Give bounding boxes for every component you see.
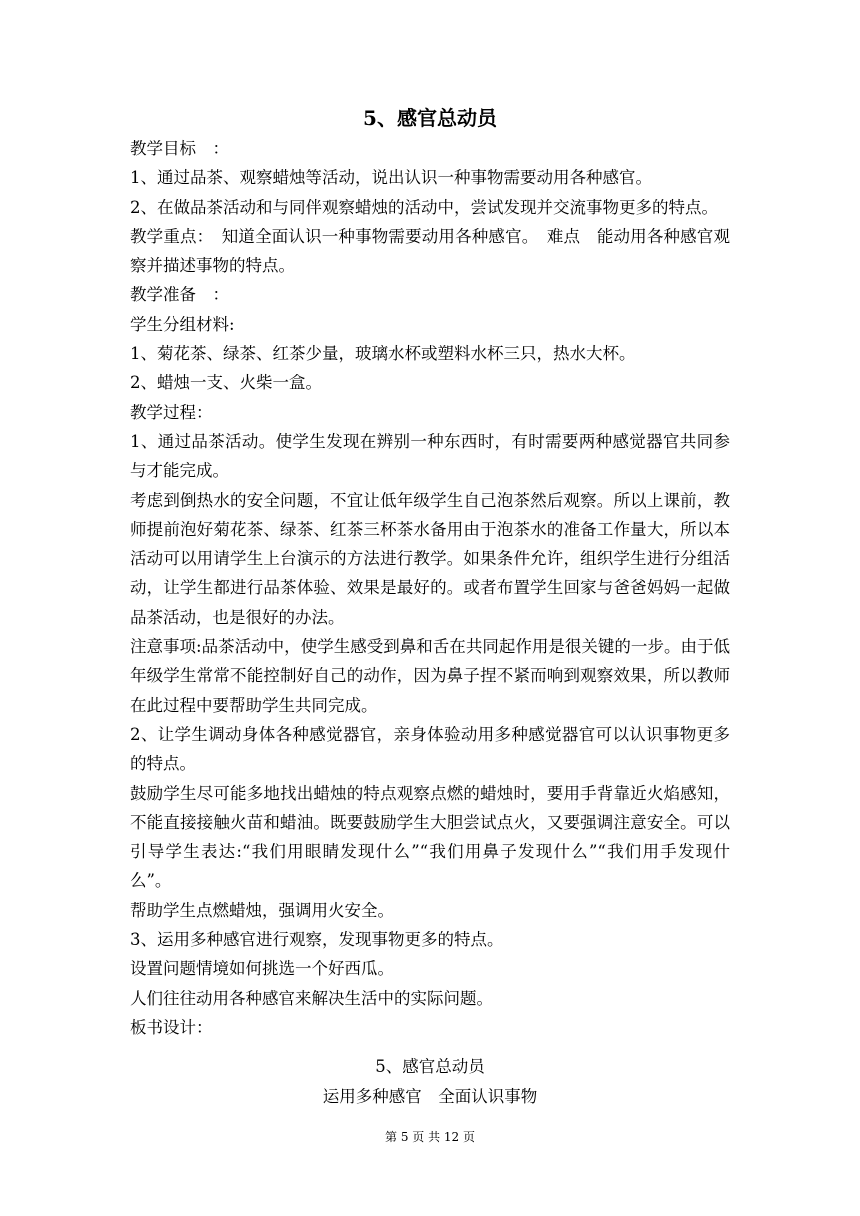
paragraph-real-life: 人们往往动用各种感官来解决生活中的实际问题。: [130, 988, 493, 1008]
paragraph-preparation-heading: 教学准备 ：: [130, 285, 229, 305]
paragraph-tea-safety: 考虑到倒热水的安全问题，不宜让低年级学生自己泡茶然后观察。所以上课前，教师提前泡好菊花茶、绿茶、红茶三杯茶水备用由于泡茶水的准备工作量大，所以本活动可以用请学生上台演示的方法进行教学。如果条件允许，组织学生进行分组活动，让学生都进行品茶体验、效果是最好的。或者布置学生回家与爸爸妈妈一起做品茶活动，也是很好的办法。: [130, 490, 730, 627]
paragraph-candle-observation: 鼓励学生尽可能多地找出蜡烛的特点观察点燃的蜡烛时，要用手背靠近火焰感知，不能直接接触火苗和蜡油。既要鼓励学生大胆尝试点火，又要强调注意安全。可以引导学生表达:“我们用眼睛发现什么”“我们用鼻子发现什么”“我们用手发现什么”。: [130, 783, 730, 891]
board-design-title: 5、感官总动员: [375, 1057, 485, 1076]
paragraph-group-materials: 学生分组材料:: [130, 314, 235, 334]
paragraph-watermelon: 设置问题情境如何挑选一个好西瓜。: [130, 959, 394, 979]
paragraph-step-2: 2、让学生调动身体各种感觉器官，亲身体验动用多种感觉器官可以认识事物更多的特点。: [130, 724, 730, 774]
paragraph-key-points: 教学重点： 知道全面认识一种事物需要动用各种感官。 难点 能动用各种感官观察并描述事物的特点。: [130, 226, 730, 276]
paragraph-notes: 注意事项:品茶活动中，使学生感受到鼻和舌在共同起作用是很关键的一步。由于低年级学生常常不能控制好自己的动作，因为鼻子捏不紧而响到观察效果，所以教师在此过程中要帮助学生共同完成。: [130, 637, 730, 715]
paragraph-objective-2: 2、在做品茶活动和与同伴观察蜡烛的活动中，尝试发现并交流事物更多的特点。: [130, 197, 718, 217]
page-title: 5、感官总动员: [363, 106, 497, 130]
paragraph-step-1: 1、通过品茶活动。使学生发现在辨别一种东西时，有时需要两种感觉器官共同参与才能完成。: [130, 431, 730, 481]
paragraph-step-3: 3、运用多种感官进行观察，发现事物更多的特点。: [130, 930, 504, 950]
paragraph-objectives-heading: 教学目标 ：: [130, 139, 229, 158]
board-design-subtitle: 运用多种感官 全面认识事物: [322, 1087, 538, 1106]
document-body: [130, 134, 730, 1042]
paragraph-material-2: 2、蜡烛一支、火柴一盒。: [130, 373, 322, 393]
paragraph-material-1: 1、菊花茶、绿茶、红茶少量，玻璃水杯或塑料水杯三只，热水大杯。: [130, 344, 636, 364]
page-number-footer: 第 5 页 共 12 页: [385, 1130, 475, 1144]
paragraph-objective-1: 1、通过品茶、观察蜡烛等活动，说出认识一种事物需要动用各种感官。: [130, 168, 652, 188]
paragraph-fire-safety: 帮助学生点燃蜡烛，强调用火安全。: [130, 900, 394, 920]
paragraph-board-heading: 板书设计：: [130, 1017, 213, 1037]
paragraph-process-heading: 教学过程：: [130, 402, 213, 422]
